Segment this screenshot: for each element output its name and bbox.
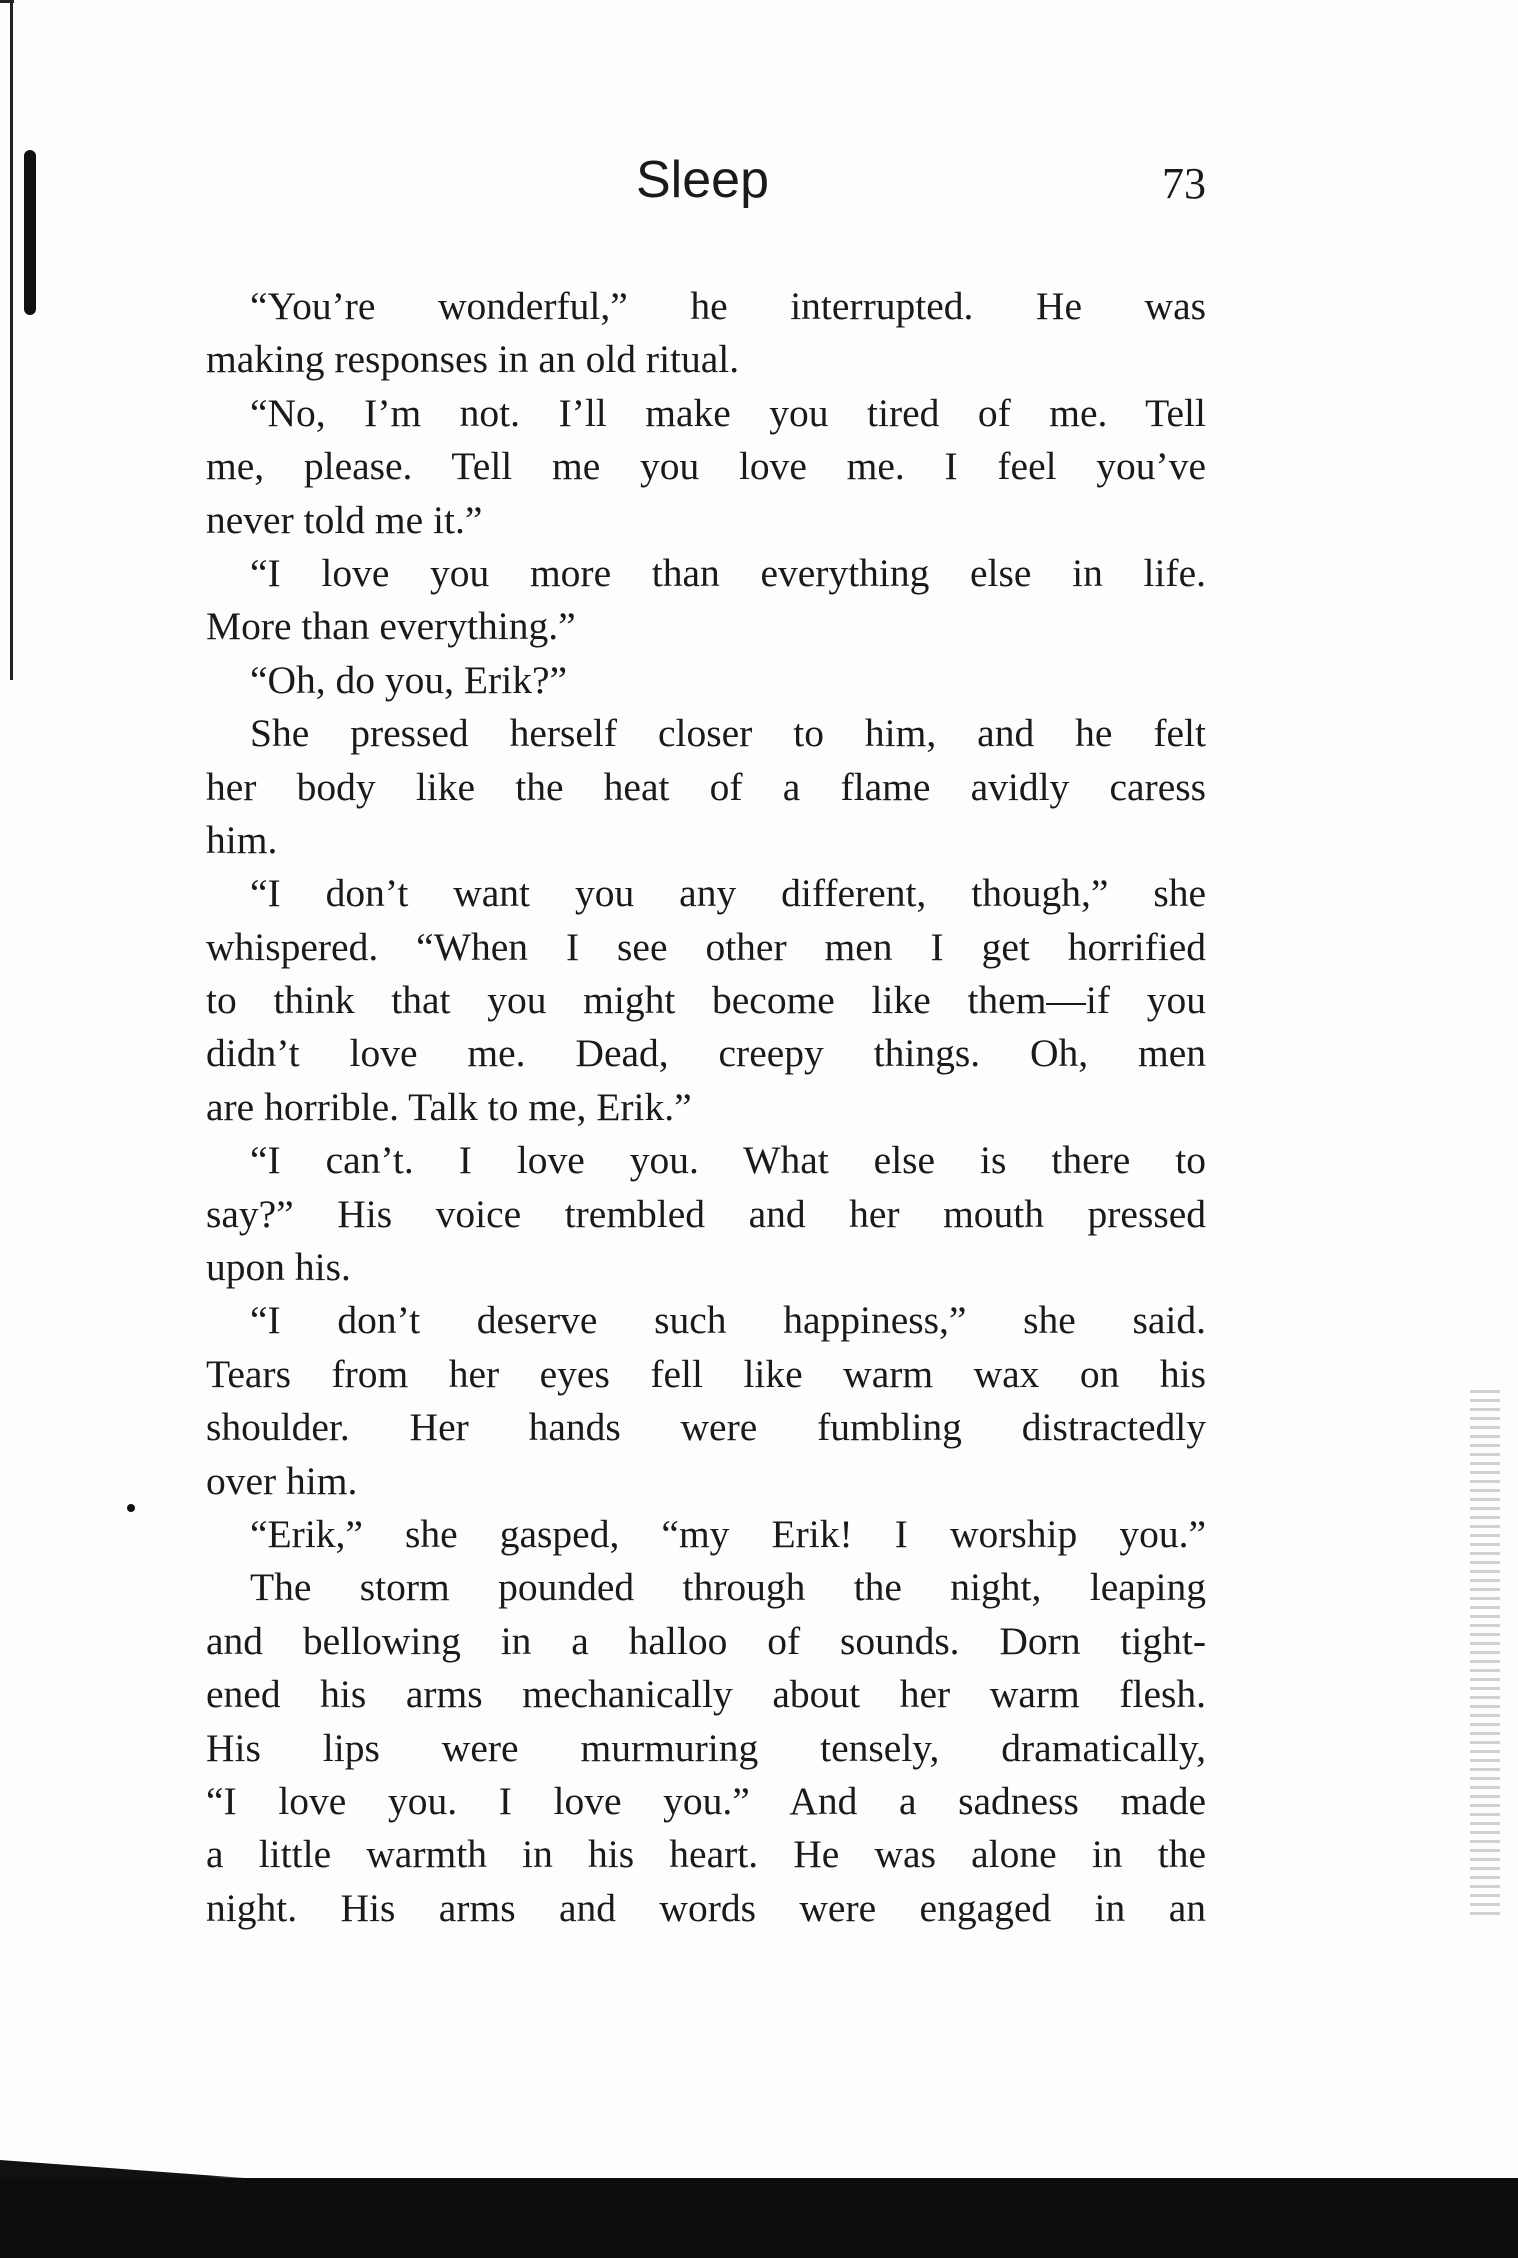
- text-line: shoulder. Her hands were fumbling distractedly: [206, 1405, 1206, 1450]
- page-header: [206, 150, 1206, 220]
- text-line: whispered. “When I see other men I get horrified: [206, 924, 1206, 969]
- running-head: Sleep: [636, 151, 769, 209]
- text-line: ened his arms mechanically about her warm flesh.: [206, 1672, 1206, 1717]
- text-line: and bellowing in a halloo of sounds. Dorn tight-: [206, 1618, 1206, 1663]
- text-line: say?” His voice trembled and her mouth pressed: [206, 1191, 1206, 1236]
- text-line: her body like the heat of a flame avidly caress: [206, 764, 1206, 809]
- text-line: “I can’t. I love you. What else is there to: [250, 1138, 1206, 1183]
- text-line: didn’t love me. Dead, creepy things. Oh, men: [206, 1031, 1206, 1076]
- text-line: “No, I’m not. I’ll make you tired of me. Tell: [250, 390, 1206, 435]
- page-number: 73: [1162, 159, 1206, 208]
- text-line: him.: [206, 817, 278, 862]
- text-line: a little warmth in his heart. He was alone in the: [206, 1832, 1206, 1877]
- text-line: “I don’t want you any different, though,” she: [250, 871, 1206, 916]
- text-line: over him.: [206, 1458, 358, 1503]
- text-line: are horrible. Talk to me, Erik.”: [206, 1084, 692, 1129]
- scan-right-specks: [1470, 1390, 1500, 1920]
- text-line: me, please. Tell me you love me. I feel you’ve: [206, 444, 1206, 489]
- scan-bottom-bar: [0, 2178, 1518, 2258]
- text-line: night. His arms and words were engaged in an: [206, 1885, 1206, 1930]
- text-line: never told me it.”: [206, 497, 483, 542]
- scan-left-rule: [10, 0, 13, 680]
- text-line: His lips were murmuring tensely, dramatically,: [206, 1725, 1206, 1770]
- scan-left-blot: [24, 150, 36, 315]
- text-line: “I don’t deserve such happiness,” she said.: [250, 1298, 1206, 1343]
- text-line: “I love you. I love you.” And a sadness made: [206, 1778, 1206, 1823]
- text-line: She pressed herself closer to him, and he felt: [250, 711, 1206, 756]
- text-line: More than everything.”: [206, 604, 576, 649]
- text-line: “Oh, do you, Erik?”: [250, 657, 568, 702]
- body-text: [206, 280, 1206, 1935]
- text-line: upon his.: [206, 1245, 351, 1290]
- text-line: “Erik,” she gasped, “my Erik! I worship you.”: [250, 1511, 1206, 1556]
- text-line: to think that you might become like them—if you: [206, 978, 1206, 1023]
- text-line: “I love you more than everything else in life.: [250, 550, 1206, 595]
- text-line: making responses in an old ritual.: [206, 337, 740, 382]
- text-line: “You’re wonderful,” he interrupted. He was: [250, 284, 1206, 328]
- scan-dot: [127, 1504, 135, 1512]
- text-line: The storm pounded through the night, leaping: [250, 1565, 1206, 1610]
- text-line: Tears from her eyes fell like warm wax on his: [206, 1351, 1206, 1396]
